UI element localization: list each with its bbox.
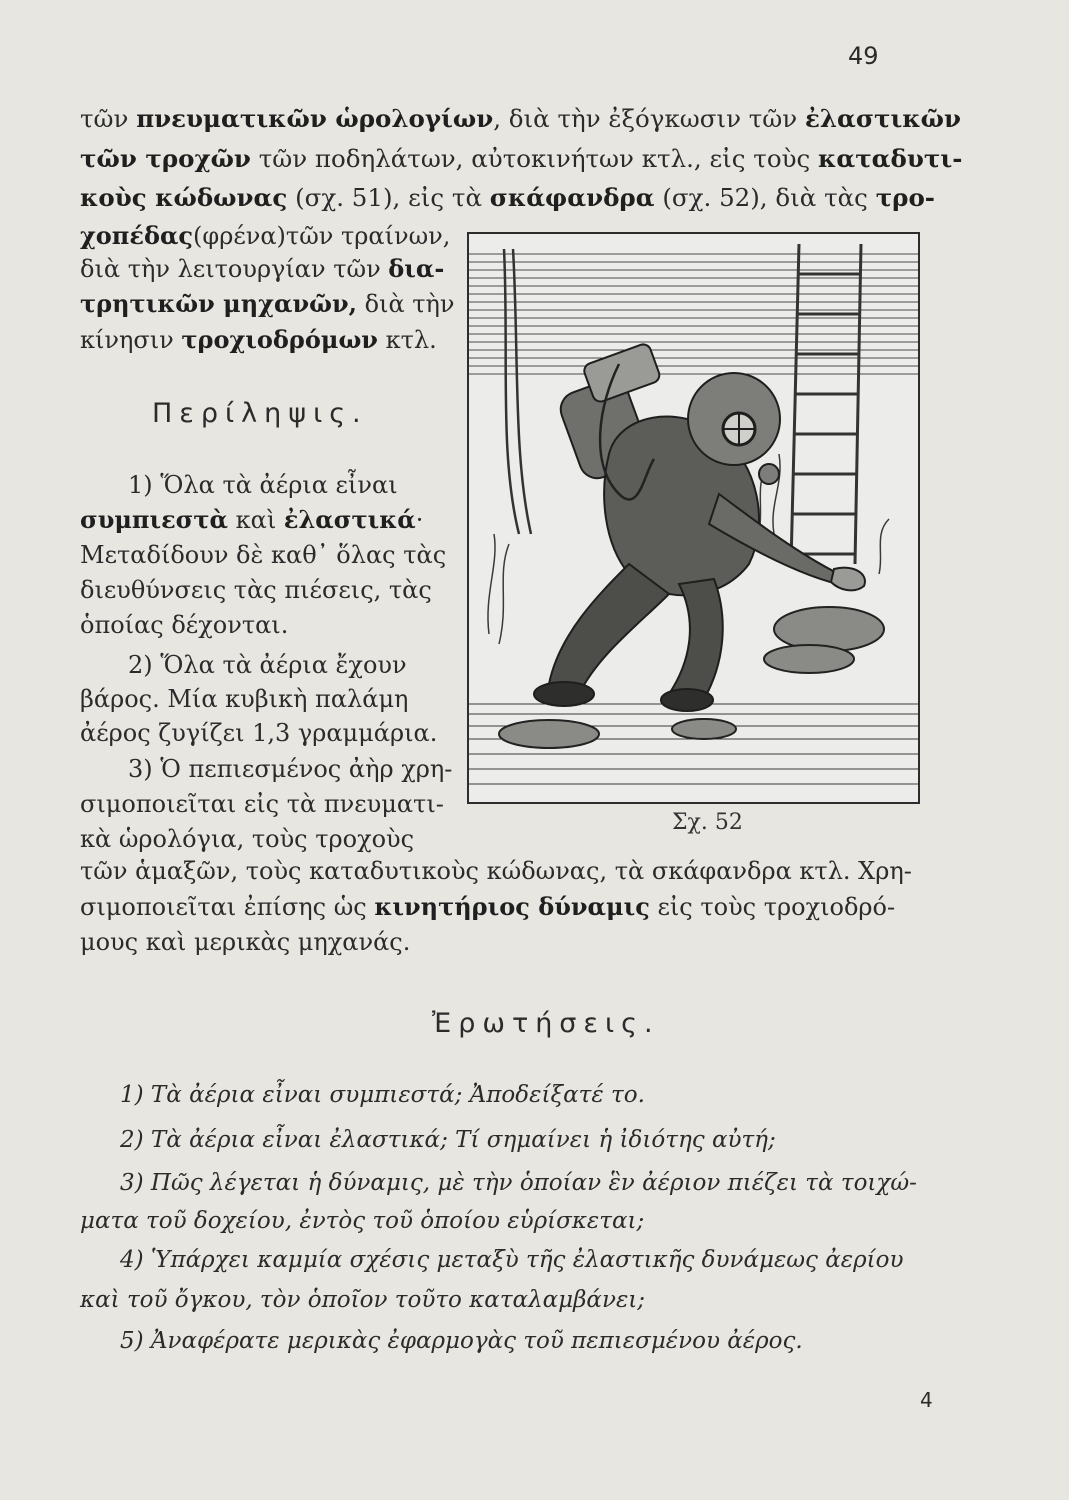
question-1: 1) Τὰ ἀέρια εἶναι συμπιεστά; Ἀποδείξατέ το.	[120, 1082, 645, 1108]
text-line: 2) Ὅλα τὰ ἀέρια ἔχουν	[128, 651, 407, 679]
question-4: 4) Ὑπάρχει καμμία σχέσις μεταξὺ τῆς ἐλαστικῆς δυνάμεως ἀερίου	[120, 1247, 904, 1273]
text-line: ἀέρος ζυγίζει 1,3 γραμμάρια.	[80, 719, 438, 747]
question-4-continued: καὶ τοῦ ὄγκου, τὸν ὁποῖον τοῦτο καταλαμβάνει;	[80, 1287, 646, 1313]
text-line: διὰ τὴν λειτουργίαν τῶν δια-	[80, 254, 445, 283]
diver-figure	[467, 232, 920, 804]
diver-illustration	[469, 234, 918, 802]
text-line: συμπιεστὰ καὶ ἐλαστικά·	[80, 505, 424, 534]
text-line: σιμοποιεῖται ἐπίσης ὡς κινητήριος δύναμις εἰς τοὺς τροχιοδρό-	[80, 892, 896, 921]
question-3-continued: ματα τοῦ δοχείου, ἐντὸς τοῦ ὁποίου εὑρίσκεται;	[80, 1208, 645, 1234]
question-3: 3) Πῶς λέγεται ἡ δύναμις, μὲ τὴν ὁποίαν ἓν ἀέριον πιέζει τὰ τοιχώ-	[120, 1170, 917, 1196]
text-line: διευθύνσεις τὰς πιέσεις, τὰς	[80, 576, 432, 604]
text-line: τῶν πνευματικῶν ὡρολογίων, διὰ τὴν ἐξόγκωσιν τῶν ἐλαστικῶν	[80, 104, 961, 133]
signature-mark: 4	[920, 1388, 933, 1412]
text-line: κὰ ὡρολόγια, τοὺς τροχοὺς	[80, 825, 415, 853]
questions-heading: Ἐρωτήσεις.	[432, 1008, 660, 1039]
question-2: 2) Τὰ ἀέρια εἶναι ἐλαστικά; Τί σημαίνει ἡ ἰδιότης αὐτή;	[120, 1127, 776, 1153]
text-line: 3) Ὁ πεπιεσμένος ἀὴρ χρη-	[128, 755, 453, 783]
text-line: ὁποίας δέχονται.	[80, 611, 289, 639]
text-line: σιμοποιεῖται εἰς τὰ πνευματι-	[80, 790, 444, 818]
text-line: βάρος. Μία κυβικὴ παλάμη	[80, 685, 409, 713]
text-line: μους καὶ μερικὰς μηχανάς.	[80, 928, 411, 956]
text-line: τρητικῶν μηχανῶν, διὰ τὴν	[80, 289, 455, 318]
text-line: κοὺς κώδωνας (σχ. 51), εἰς τὰ σκάφανδρα (σχ. 52), διὰ τὰς τρο-	[80, 183, 935, 212]
summary-heading: Περίληψις.	[152, 398, 368, 429]
question-5: 5) Ἀναφέρατε μερικὰς ἐφαρμογὰς τοῦ πεπιεσμένου ἀέρος.	[120, 1328, 803, 1354]
page-number: 49	[848, 42, 879, 70]
text-line: τῶν τροχῶν τῶν ποδηλάτων, αὐτοκινήτων κτλ., εἰς τοὺς καταδυτι-	[80, 144, 963, 173]
figure-caption: Σχ. 52	[672, 810, 743, 835]
text-line: κίνησιν τροχιοδρόμων κτλ.	[80, 325, 437, 354]
text-line: χοπέδας(φρένα)τῶν τραίνων,	[80, 221, 451, 250]
text-line: τῶν ἁμαξῶν, τοὺς καταδυτικοὺς κώδωνας, τὰ σκάφανδρα κτλ. Χρη-	[80, 857, 912, 885]
text-line: Μεταδίδουν δὲ καθ᾽ ὅλας τὰς	[80, 541, 447, 569]
text-line: 1) Ὅλα τὰ ἀέρια εἶναι	[128, 471, 398, 499]
